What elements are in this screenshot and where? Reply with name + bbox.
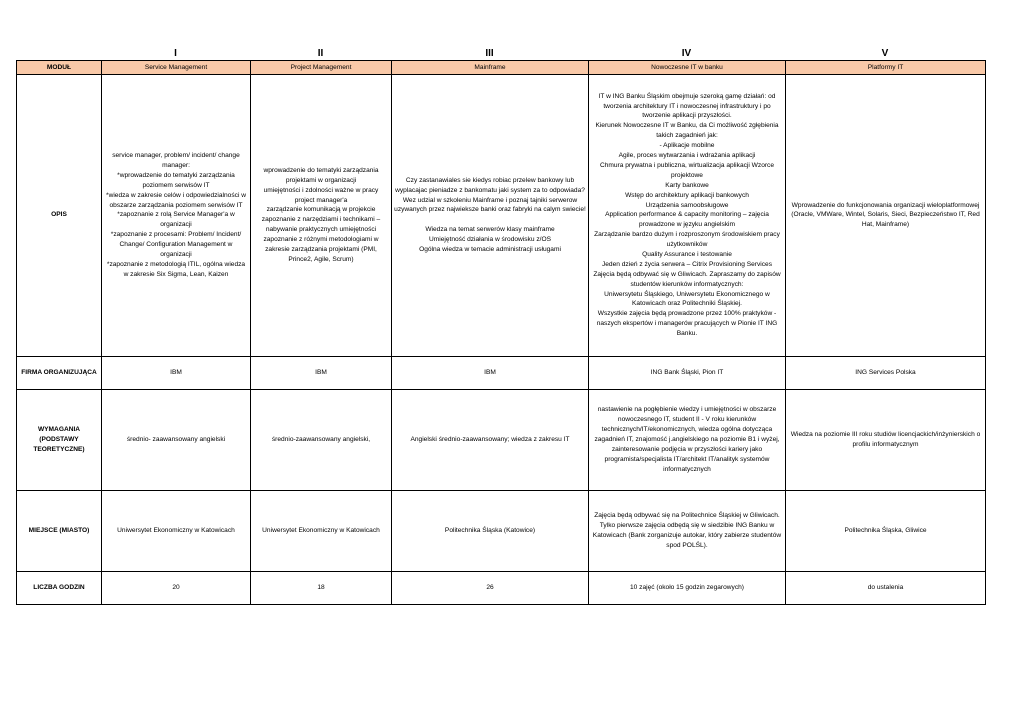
miejsce-cell-4: Zajęcia będą odbywać się na Politechnice Śląskiej w Gliwicach. Tylko pierwsze zajęcia odbędą się w siedzibie ING Banku w Katowicach (Bank zorganizuje autokar, który zabierze studentów spod POLŚL). xyxy=(589,491,786,571)
cell-line: *zapoznanie z rolą Service Manager'a w organizacji xyxy=(117,211,235,229)
cell-line: Czy zastanawiales sie kiedys robiac przelew bankowy lub wyplacajac pieniadze z bankomatu jaki system za to odpowiada? Wez udzial w szkoleniu Mainframe i poznaj tajniki serwerow uzywanych przez najwieksze banki oraz fabryki na calym swiecie! xyxy=(394,176,586,214)
cell-line: zapoznanie z narzędziami i technikami – nabywanie praktycznych umiejętności xyxy=(261,216,381,234)
header-module-3: Mainframe xyxy=(392,61,589,75)
opis-cell-3 xyxy=(392,75,589,357)
row-label-firma: FIRMA ORGANIZUJĄCA xyxy=(17,356,102,389)
cell-line: *wprowadzenie do tematyki zarządzania poziomem serwisów IT xyxy=(117,171,235,189)
firma-cell-5: ING Services Polska xyxy=(786,356,986,389)
cell-line: *zapoznanie z procesami: Problem/ Incident/ Change/ Configuration Management w organizacji xyxy=(110,231,242,258)
wymagania-cell-4: nastawienie na pogłębienie wiedzy i umiejętności w obszarze nowoczesnego IT, student II - V roku kierunków technicznych/IT/ekonomicznych, wiedza ogólna dotycząca zagadnień IT, znajomość j.angielskiego na poziomie B1 i wyżej, zainteresowanie podjęcia w przyszłości kariery jako programista/specjalista IT/architekt IT/analityk systemów informatycznych xyxy=(589,389,786,491)
cell-line: Jeden dzień z życia serwera – Citrix Provisioning Services xyxy=(601,260,773,268)
cell-line: Quality Assurance i testowanie xyxy=(642,250,732,258)
liczba-cell-4: 10 zajęć (około 15 godzin zegarowych) xyxy=(589,571,786,604)
cell-line: Wszystkie zajęcia będą prowadzone przez 100% praktyków - naszych ekspertów i managerów pracujących w Pionie IT ING Banku. xyxy=(596,310,778,338)
wymagania-cell-3: Angielski średnio-zaawansowany; wiedza z zakresu IT xyxy=(392,389,589,491)
miejsce-cell-5: Politechnika Śląska, Gliwice xyxy=(786,491,986,571)
cell-line: Uniwersytetu Śląskiego, Uniwersytetu Ekonomicznego w Katowicach oraz Politechniki Śląskiej. xyxy=(604,290,770,308)
row-miejsce xyxy=(17,491,986,571)
cell-line: umiejętności i zdolności ważne w pracy project manager'a xyxy=(263,186,379,204)
cell-line: Ogólna wiedza w temacie administracji usługami xyxy=(419,246,561,253)
wymagania-cell-5: Wiedza na poziomie III roku studiów licencjackich/inżynierskich o profilu informatycznym xyxy=(786,389,986,491)
row-wymagania xyxy=(17,389,986,491)
cell-line: Karty bankowe xyxy=(665,181,709,189)
cell-line: IT w ING Banku Śląskim obejmuje szeroką gamę działań: od tworzenia architektury IT i nowoczesnej infrastruktury i po tworzenie aplikacji przyszłości. xyxy=(598,92,776,120)
firma-cell-3: IBM xyxy=(392,356,589,389)
miejsce-cell-1: Uniwersytet Ekonomiczny w Katowicach xyxy=(102,491,251,571)
firma-cell-2: IBM xyxy=(251,356,392,389)
header-module-4: Nowoczesne IT w banku xyxy=(589,61,786,75)
row-label-opis: OPIS xyxy=(17,75,102,357)
opis-cell-4 xyxy=(589,75,786,357)
cell-line: - Aplikacje mobilne xyxy=(659,142,715,150)
cell-line: Umiejętność działania w środowisku z/OS xyxy=(428,236,552,244)
column-numeral-5: V xyxy=(881,48,889,59)
cell-line: Zajęcia będą odbywać się w Gliwicach. Zapraszamy do zapisów studentów kierunków informatycznych: xyxy=(593,270,781,288)
column-numeral-3: III xyxy=(485,48,494,59)
wymagania-cell-1: średnio- zaawansowany angielski xyxy=(102,389,251,491)
opis-cell-1 xyxy=(102,75,251,357)
row-liczba-godzin xyxy=(17,571,986,604)
cell-line: Wstęp do architektury aplikacji bankowych xyxy=(625,191,749,199)
miejsce-cell-3: Politechnika Śląska (Katowice) xyxy=(392,491,589,571)
cell-line: zarządzanie komunikacją w projekcie xyxy=(266,206,376,214)
cell-line: Zarządzanie bardzo dużym i rozproszonym środowiskiem pracy użytkowników xyxy=(594,231,780,249)
cell-line: zapoznanie z różnymi metodologiami w zakresie zarządzania projektami (PMI, Prince2, Agile, Scrum) xyxy=(263,236,379,263)
cell-line: Application performance & capacity monitoring – zajęcia prowadzone w języku angielskim xyxy=(605,211,769,229)
column-numeral-1: I xyxy=(174,48,177,59)
liczba-cell-5: do ustalenia xyxy=(786,571,986,604)
cell-line: Kierunek Nowoczesne IT w Banku, da Ci możliwość zgłębienia takich zagadnień jak: xyxy=(595,122,779,140)
column-numeral-2: II xyxy=(317,48,324,59)
liczba-cell-1: 20 xyxy=(102,571,251,604)
cell-line: *zapoznanie z metodologią ITIL, ogólna wiedza w zakresie Six Sigma, Lean, Kaizen xyxy=(106,260,246,278)
header-modul: MODUŁ xyxy=(17,61,102,75)
cell-line: Urządzenia samoobsługowe xyxy=(645,201,729,209)
cell-line: Wprowadzenie do funkcjonowania organizacji wieloplatformowej (Oracle, VMWare, Wintel, Solaris, Sieci, Bezpieczeństwo IT, Red Hat, Mainframe) xyxy=(791,201,980,229)
liczba-cell-2: 18 xyxy=(251,571,392,604)
row-opis xyxy=(17,75,986,357)
cell-line: Chmura prywatna i publiczna, wirtualizacja aplikacji Wzorce projektowe xyxy=(599,161,775,179)
opis-cell-2 xyxy=(251,75,392,357)
firma-cell-1: IBM xyxy=(102,356,251,389)
row-label-miejsce: MIEJSCE (MIASTO) xyxy=(17,491,102,571)
cell-line: Wiedza na temat serwerów klasy mainframe xyxy=(425,226,555,234)
header-row xyxy=(17,61,986,75)
cell-line: wprowadzenie do tematyki zarządzania projektami w organizacji xyxy=(263,166,379,184)
cell-line: Agile, proces wytwarzania i wdrażania aplikacji xyxy=(618,152,756,160)
header-module-5: Platformy IT xyxy=(786,61,986,75)
miejsce-cell-2: Uniwersytet Ekonomiczny w Katowicach xyxy=(251,491,392,571)
wymagania-cell-2: średnio-zaawansowany angielski, xyxy=(251,389,392,491)
column-numeral-4: IV xyxy=(681,48,692,59)
header-module-1: Service Management xyxy=(102,61,251,75)
firma-cell-4: ING Bank Śląski, Pion IT xyxy=(589,356,786,389)
row-label-wymagania: WYMAGANIA (PODSTAWY TEORETYCZNE) xyxy=(17,389,102,491)
modules-table xyxy=(16,60,986,605)
liczba-cell-3: 26 xyxy=(392,571,589,604)
cell-line xyxy=(394,215,586,225)
cell-line: *wiedza w zakresie celów i odpowiedzialności w obszarze zarządzania poziomem serwisów IT xyxy=(106,191,246,209)
row-firma xyxy=(17,356,986,389)
opis-cell-5 xyxy=(786,75,986,357)
cell-line: service manager, problem/ incident/ change manager: xyxy=(112,152,240,169)
row-label-liczba-godzin: LICZBA GODZIN xyxy=(17,571,102,604)
header-module-2: Project Management xyxy=(251,61,392,75)
